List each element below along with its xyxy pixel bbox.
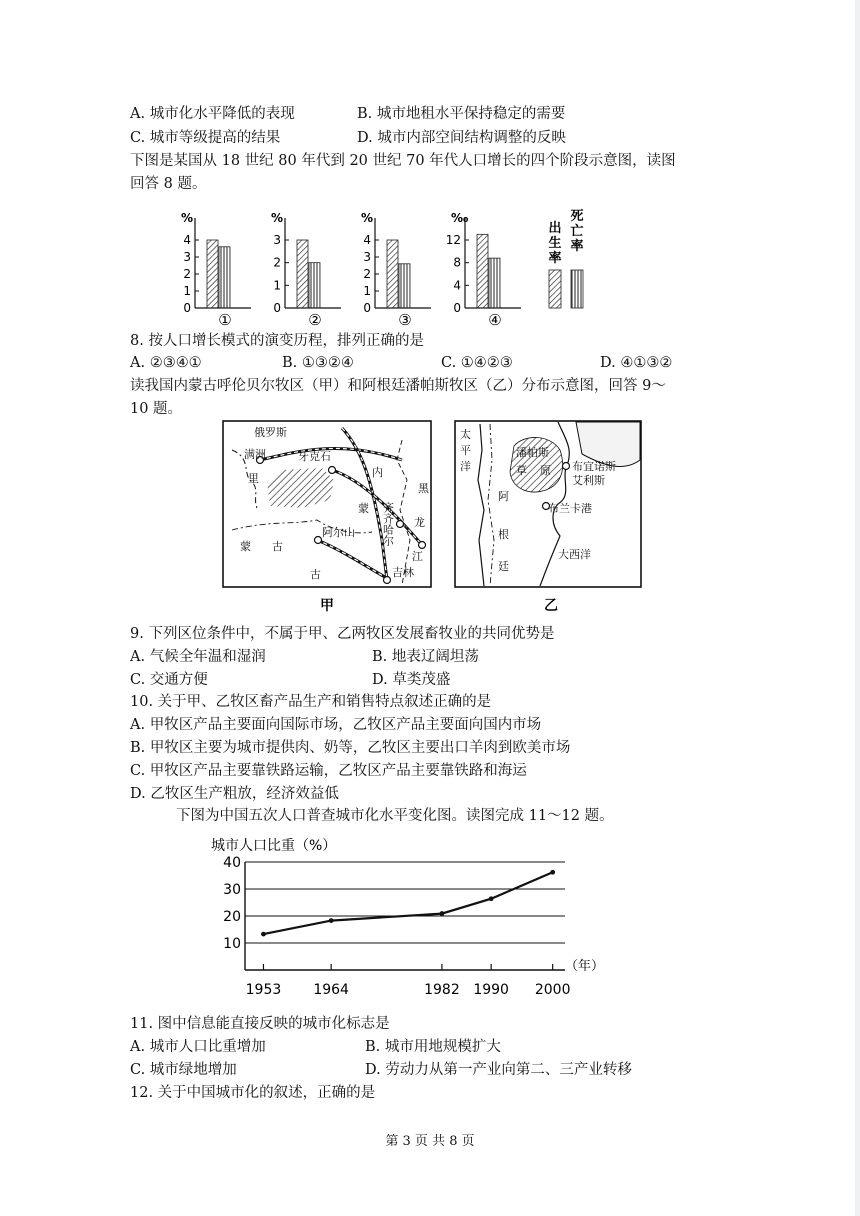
label-buenos-aires-2: 艾利斯: [572, 474, 605, 487]
q11-option-c: C. 城市绿地增加: [130, 1062, 237, 1078]
city-buenos-aires: [563, 463, 570, 470]
q9-option-d: D. 草类茂盛: [372, 672, 451, 688]
x-tick-label: 1964: [313, 982, 349, 998]
legend-death-label: 亡: [570, 224, 584, 239]
q9-option-b: B. 地表辽阔坦荡: [372, 649, 479, 665]
label-atlantic: 大西洋: [558, 548, 591, 561]
x-tick-label: 1982: [424, 982, 460, 998]
map-yi-caption: 乙: [544, 598, 558, 614]
label-russia: 俄罗斯: [254, 426, 287, 439]
label-argentina-3: 廷: [498, 560, 509, 573]
q11-option-d: D. 劳动力从第一产业向第二、三产业转移: [365, 1062, 632, 1078]
data-point: [489, 896, 494, 901]
death-rate-bar: [309, 263, 320, 308]
q7-option-d: D. 城市内部空间结构调整的反映: [357, 130, 566, 146]
label-pacific-3: 洋: [460, 460, 471, 473]
panel-tick-label: 4: [183, 233, 191, 247]
data-point: [440, 911, 445, 916]
q10-option-b: B. 甲牧区主要为城市提供肉、奶等，乙牧区主要出口羊肉到欧美市场: [130, 740, 571, 756]
label-pampas-2: 草: [516, 464, 527, 477]
panel-label: ③: [398, 311, 412, 329]
label-mongolia-meng: 蒙: [240, 540, 251, 553]
panel-tick-label: 4: [363, 233, 371, 247]
legend-death-label: 死: [570, 209, 584, 224]
y-tick-label: 20: [223, 909, 241, 925]
panel-tick-label: 0: [363, 301, 371, 315]
q8-option-d: D. ④①③②: [600, 355, 673, 371]
label-qiqihar: 齐齐哈尔: [381, 502, 395, 546]
label-long: 龙: [414, 516, 425, 529]
label-pampas-1: 潘帕斯: [516, 446, 549, 459]
q7-option-a: A. 城市化水平降低的表现: [130, 106, 295, 122]
panel-tick-label: 0: [273, 301, 281, 315]
map-hulunbuir: [222, 420, 444, 620]
legend-birth-label: 生: [548, 236, 562, 251]
label-hei: 黑: [418, 482, 429, 495]
data-point: [329, 918, 334, 923]
city-qiqihar: [397, 521, 404, 528]
label-mongolia-gu: 古: [272, 540, 283, 553]
label-manzhouli: 满洲: [244, 448, 266, 461]
q7-option-b: B. 城市地租水平保持稳定的需要: [357, 106, 566, 122]
q10-stem: 10. 关于甲、乙牧区畜产品生产和销售特点叙述正确的是: [130, 694, 492, 710]
population-panel-1: [181, 211, 251, 329]
q8-intro-line1: 下图是某国从 18 世纪 80 年代到 20 世纪 70 年代人口增长的四个阶段示意图，读图: [130, 153, 676, 169]
q11-intro: 下图为中国五次人口普查城市化水平变化图。读图完成 11～12 题。: [176, 808, 614, 824]
panel-tick-label: 2: [183, 267, 191, 281]
label-li: 里: [248, 472, 259, 485]
q9-option-a: A. 气候全年温和湿润: [130, 649, 266, 665]
label-bahia-blanca: 布兰卡港: [548, 502, 592, 515]
birth-rate-bar: [297, 240, 308, 308]
q8-option-b: B. ①③②④: [282, 355, 354, 371]
death-rate-bar: [219, 247, 230, 308]
label-argentina-1: 阿: [498, 490, 509, 503]
city-jilin: [384, 577, 391, 584]
panel-tick-label: 3: [273, 233, 281, 247]
death-rate-bar: [399, 264, 410, 308]
data-point: [261, 932, 266, 937]
panel-tick-label: 1: [363, 284, 371, 298]
panel-tick-label: 3: [183, 250, 191, 264]
y-tick-label: 40: [223, 855, 241, 871]
label-arxan: 阿尔山: [322, 526, 355, 539]
label-pampas-3: 原: [540, 464, 551, 477]
page-footer: 第 3 页 共 8 页: [385, 1134, 475, 1149]
q8-option-c: C. ①④②③: [441, 355, 513, 371]
map-pampas: [454, 420, 644, 620]
y-tick-label: 10: [223, 936, 241, 952]
panel-tick-label: 1: [273, 278, 281, 293]
panel-tick-label: 2: [363, 267, 371, 281]
panel-unit: %: [181, 211, 194, 225]
legend-birth-swatch: [549, 270, 561, 308]
legend-death-swatch: [571, 270, 583, 308]
population-panel-4: [446, 211, 521, 329]
y-tick-label: 30: [223, 882, 241, 898]
q11-option-a: A. 城市人口比重增加: [130, 1039, 266, 1055]
panel-label: ①: [218, 311, 232, 329]
chart-xlabel: （年）: [565, 959, 605, 974]
legend-death-label: 率: [570, 239, 584, 254]
panel-label: ②: [308, 311, 322, 329]
label-jilin: 吉林: [392, 566, 414, 579]
city-harbin: [419, 542, 426, 549]
panel-tick-label: 0: [183, 301, 191, 315]
legend-birth-label: 率: [548, 251, 562, 266]
q8-option-a: A. ②③④①: [130, 355, 202, 371]
birth-rate-bar: [477, 234, 488, 308]
panel-tick-label: 3: [363, 250, 371, 264]
population-panel-3: [361, 211, 431, 329]
label-pacific-1: 太: [460, 428, 471, 441]
city-arxan: [315, 537, 322, 544]
x-tick-label: 1990: [473, 982, 509, 998]
birth-rate-bar: [387, 240, 398, 308]
panel-tick-label: 1: [183, 284, 191, 298]
urbanization-chart: [205, 832, 615, 1004]
data-point: [550, 870, 555, 875]
label-jiang: 江: [412, 550, 423, 563]
q8-intro-line2: 回答 8 题。: [130, 176, 207, 192]
panel-tick-label: 4: [453, 278, 461, 293]
panel-tick-label: 0: [453, 301, 461, 315]
panel-unit: %: [271, 211, 284, 225]
q12-stem: 12. 关于中国城市化的叙述，正确的是: [130, 1085, 376, 1101]
label-meng: 蒙: [358, 502, 369, 515]
page-edge: [855, 0, 860, 1216]
city-yakeshi: [329, 467, 336, 474]
label-pacific-2: 平: [460, 444, 471, 457]
q9-intro-line2: 10 题。: [130, 401, 183, 417]
series-line: [264, 872, 553, 934]
panel-tick-label: 12: [445, 233, 461, 247]
birth-rate-bar: [207, 240, 218, 308]
legend: [548, 208, 583, 308]
x-tick-label: 2000: [534, 982, 571, 998]
population-growth-figure: [175, 208, 595, 330]
q9-stem: 9. 下列区位条件中，不属于甲、乙两牧区发展畜牧业的共同优势是: [130, 626, 555, 642]
population-panel-2: [271, 211, 341, 329]
q9-intro-line1: 读我国内蒙古呼伦贝尔牧区（甲）和阿根廷潘帕斯牧区（乙）分布示意图，回答 9～: [130, 378, 666, 394]
q10-option-c: C. 甲牧区产品主要靠铁路运输，乙牧区产品主要靠铁路和海运: [130, 763, 527, 779]
q9-option-c: C. 交通方便: [130, 672, 208, 688]
label-nei: 内: [372, 466, 383, 479]
label-gu: 古: [310, 568, 321, 581]
panel-tick-label: 2: [273, 255, 281, 270]
panel-unit: ‰: [451, 211, 469, 225]
q11-stem: 11. 图中信息能直接反映的城市化标志是: [130, 1016, 390, 1032]
q10-option-d: D. 乙牧区生产粗放，经济效益低: [130, 786, 339, 802]
q11-option-b: B. 城市用地规模扩大: [365, 1039, 501, 1055]
x-tick-label: 1953: [245, 982, 282, 998]
legend-birth-label: 出: [548, 221, 562, 236]
q8-stem: 8. 按人口增长模式的演变历程，排列正确的是: [130, 333, 424, 349]
q10-option-a: A. 甲牧区产品主要面向国际市场，乙牧区产品主要面向国内市场: [130, 717, 542, 733]
panel-unit: %: [361, 211, 374, 225]
chart-ylabel: 城市人口比重（%）: [211, 838, 337, 854]
q7-option-c: C. 城市等级提高的结果: [130, 130, 281, 146]
map-jia-caption: 甲: [320, 598, 334, 614]
label-buenos-aires-1: 布宜诺斯: [572, 460, 616, 473]
panel-tick-label: 8: [453, 255, 461, 270]
label-argentina-2: 根: [498, 528, 509, 541]
death-rate-bar: [489, 258, 500, 308]
panel-label: ④: [488, 311, 502, 329]
label-yakeshi: 牙克石: [298, 450, 331, 463]
